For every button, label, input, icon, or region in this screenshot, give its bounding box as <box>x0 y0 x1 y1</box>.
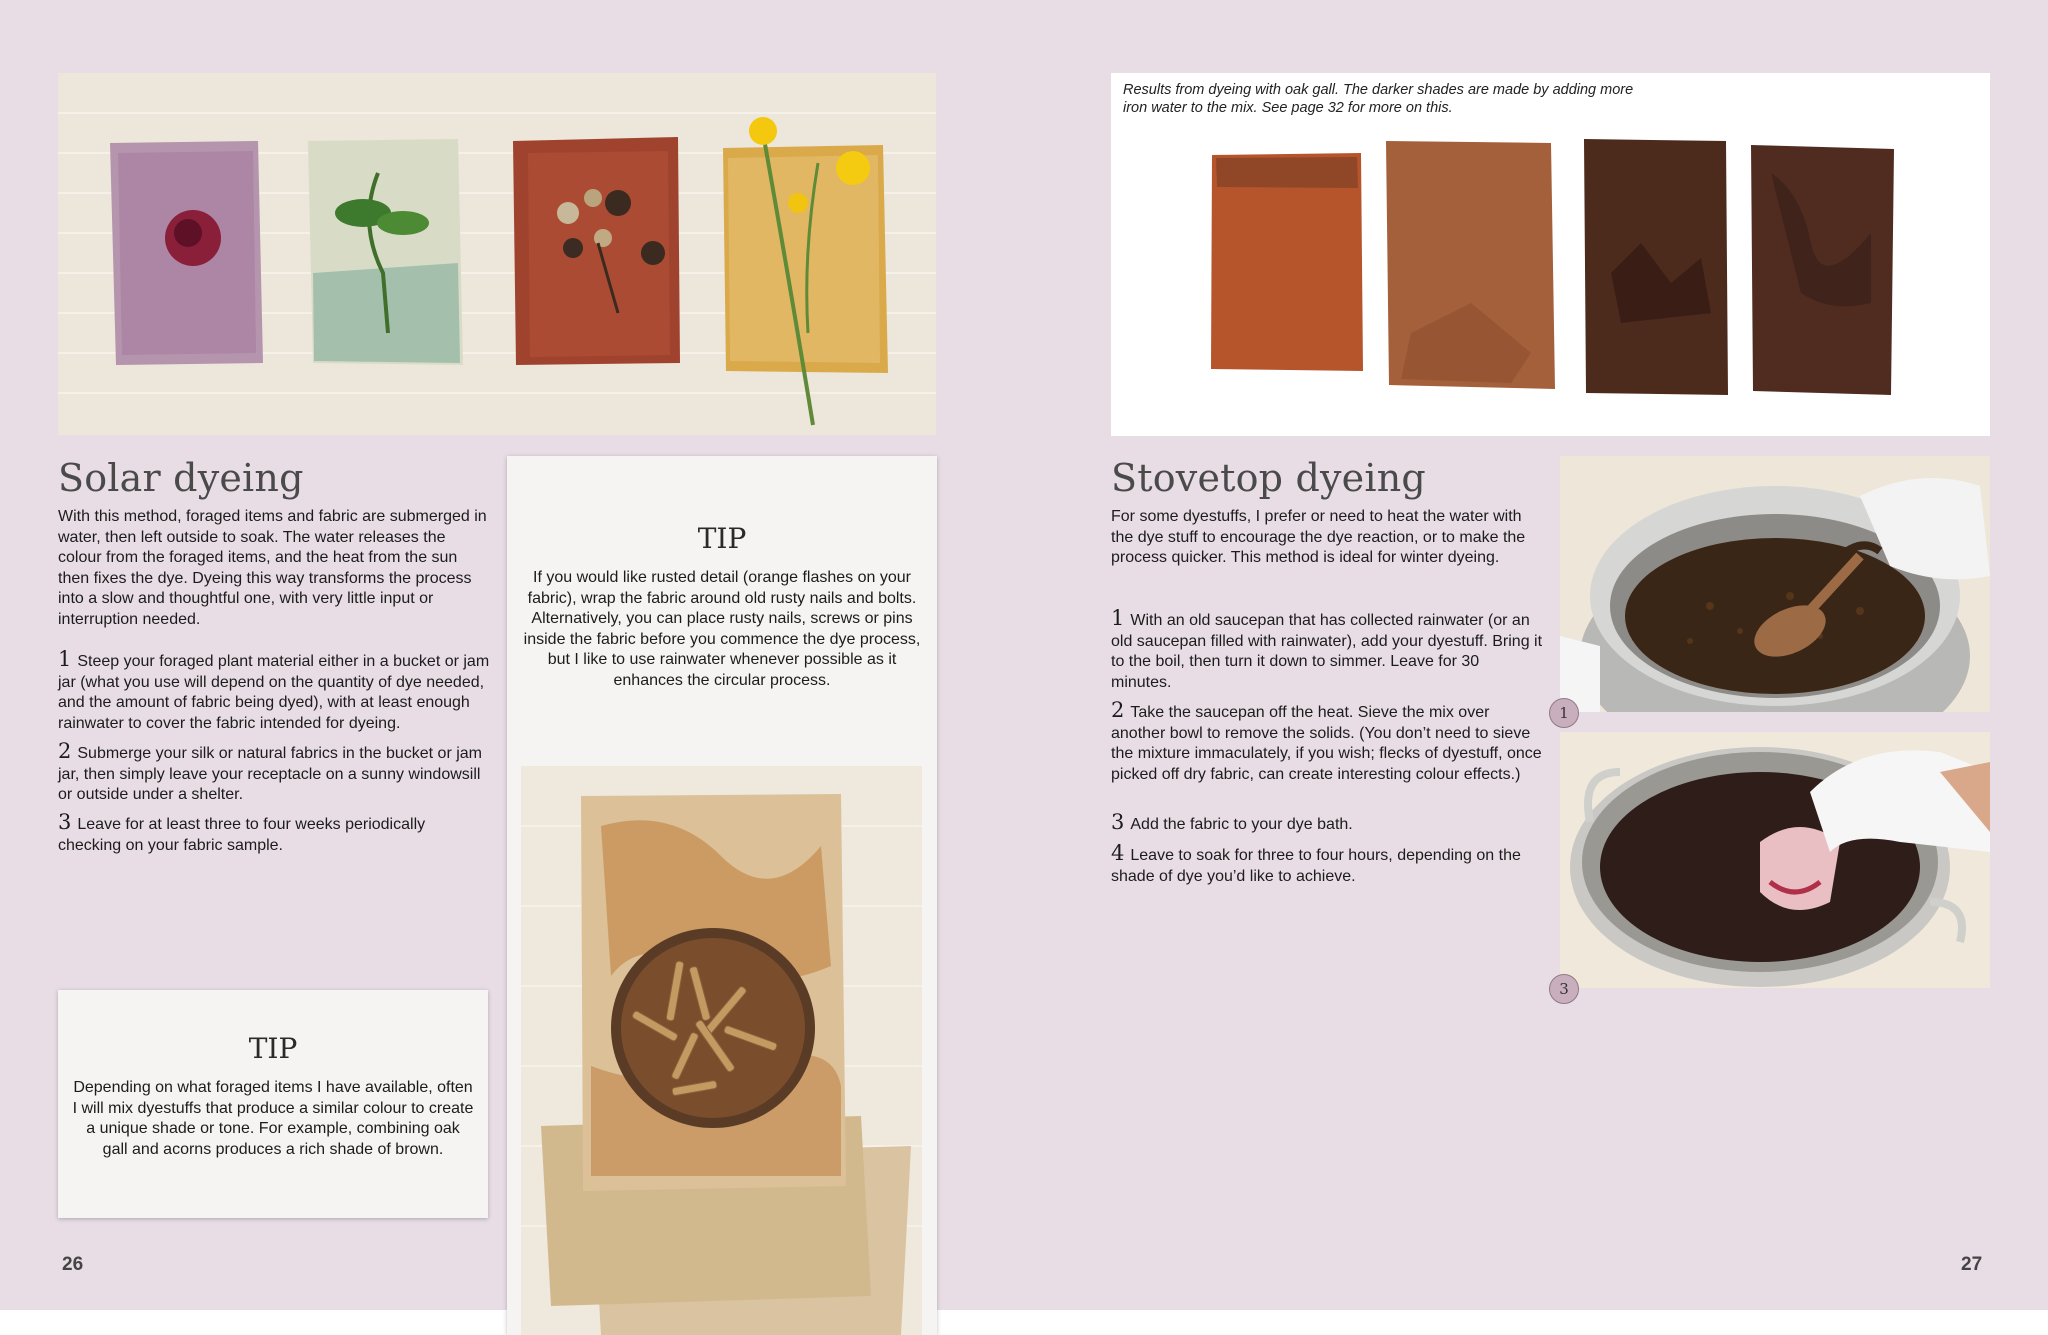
step-text: Add the fabric to your dye bath. <box>1130 816 1353 833</box>
step-text: With an old saucepan that has collected rainwater (or an old saucepan filled with rainwater), add your dyestuff. Bring it to the boil, then turn it down to simmer. Leave for 30 minutes. <box>1111 612 1543 691</box>
step-text: Submerge your silk or natural fabrics in the bucket or jam jar, then simply leave your receptacle on a sunny windowsill or outside under a shelter. <box>58 745 482 803</box>
tip-title: TIP <box>248 1032 298 1065</box>
step-text: Steep your foraged plant material either in a bucket or jam jar (what you use will depend on the quantity of dye needed, and the amount of fabric being dyed), with at least enough rainwater to cover the fabric intended for dyeing. <box>58 653 490 732</box>
step-number: 2 <box>1111 698 1125 722</box>
swatches-photo <box>58 73 936 435</box>
step-text: Take the saucepan off the heat. Sieve the mix over another bowl to remove the solids. (You don’t need to sieve the mixture immaculately, if you wish; flecks of dyestuff, once picked off dry fabric, can create interesting colour effects.) <box>1111 704 1542 783</box>
step-number: 1 <box>1111 606 1125 630</box>
solar-step-3 <box>58 812 490 856</box>
stovetop-step-3 <box>1111 812 1543 836</box>
tip-title: TIP <box>697 522 747 555</box>
photo-step-badge-3: 3 <box>1549 974 1579 1004</box>
oak-gall-results-photo <box>1111 73 1990 436</box>
stovetop-step-2 <box>1111 700 1543 785</box>
step-number: 4 <box>1111 841 1125 865</box>
saucepan-photo-2 <box>1560 732 1990 988</box>
step-text: Leave for at least three to four weeks periodically checking on your fabric sample. <box>58 816 426 854</box>
step-number: 2 <box>58 739 72 763</box>
solar-step-2 <box>58 741 490 806</box>
stovetop-dyeing-intro: For some dyestuffs, I prefer or need to heat the water with the dye stuff to encourage the dye reaction, or to make the process quicker. This method is ideal for winter dyeing. <box>1111 508 1526 566</box>
stovetop-step-1 <box>1111 608 1543 693</box>
page-number-left: 26 <box>62 1254 84 1275</box>
step-number: 3 <box>1111 810 1125 834</box>
saucepan-photo-1 <box>1560 456 1990 712</box>
tip-box-bottom <box>58 990 488 1218</box>
solar-dyeing-heading: Solar dyeing <box>58 456 304 500</box>
solar-dyeing-intro: With this method, foraged items and fabric are submerged in water, then left outside to soak. The water releases the colour from the foraged items, and the heat from the sun then fixes the dye. Dyeing this way transforms the process into a slow and thoughtful one, with very little input or interruption needed. <box>58 508 487 628</box>
tip-text: If you would like rusted detail (orange flashes on your fabric), wrap the fabric around old rusty nails and bolts. Alternatively, you can place rusty nails, screws or pins inside the fabric before you commence the dye process, but I like to use rainwater whenever possible as it enhances the circular process. <box>523 569 921 689</box>
oak-gall-caption: Results from dyeing with oak gall. The darker shades are made by adding more iron water to the mix. See page 32 for more on this. <box>1123 82 1634 116</box>
photo-step-badge-1: 1 <box>1549 698 1579 728</box>
stovetop-dyeing-heading: Stovetop dyeing <box>1111 456 1426 500</box>
stovetop-step-4 <box>1111 843 1543 887</box>
step-text: Leave to soak for three to four hours, depending on the shade of dye you’d like to achieve. <box>1111 847 1521 885</box>
tip-text: Depending on what foraged items I have available, often I will mix dyestuffs that produce a similar colour to create a unique shade or tone. For example, combining oak gall and acorns produces a rich shade of brown. <box>72 1079 474 1158</box>
step-number: 3 <box>58 810 72 834</box>
page-number-right: 27 <box>1961 1254 1983 1275</box>
step-number: 1 <box>58 647 72 671</box>
rusty-nails-photo <box>521 766 922 1335</box>
tip-box-tall <box>507 456 937 1335</box>
solar-step-1 <box>58 649 490 734</box>
